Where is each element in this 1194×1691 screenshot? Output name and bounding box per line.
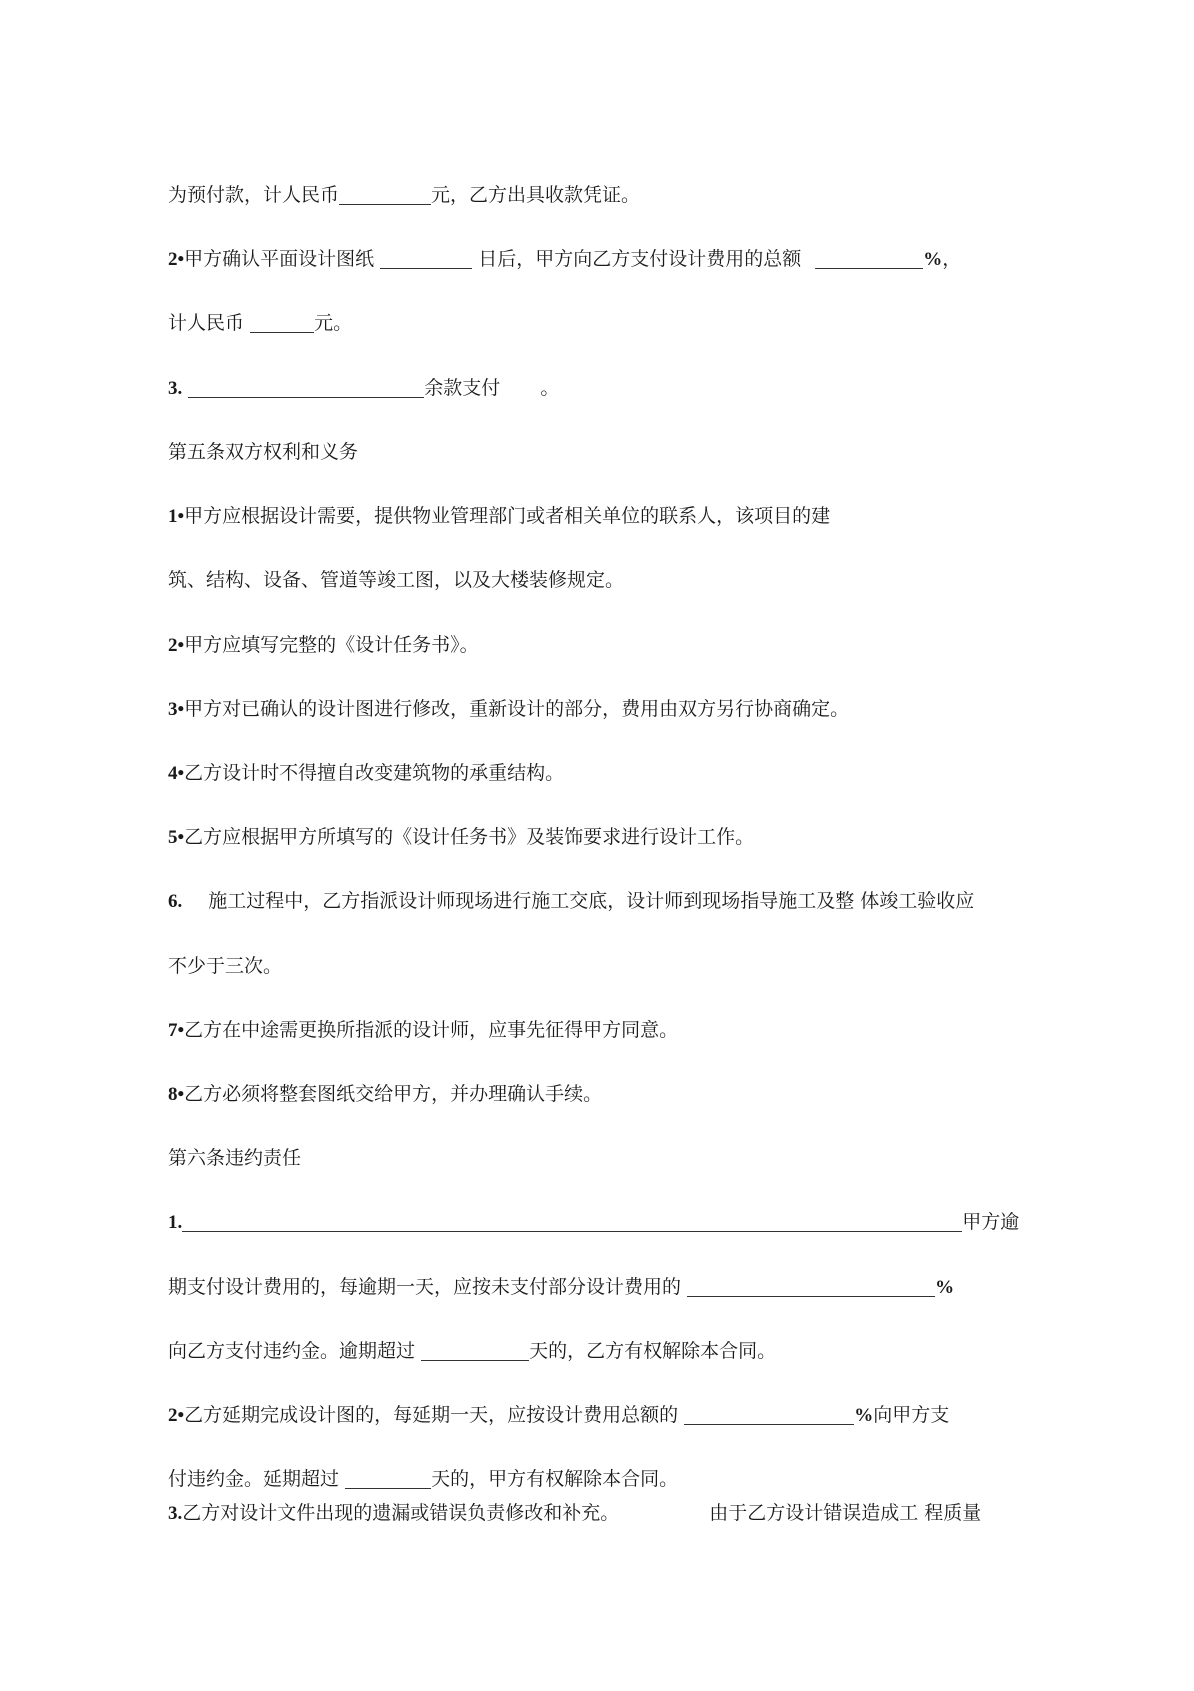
text-line: 3•甲方对已确认的设计图进行修改，重新设计的部分，费用由双方另行协商确定。 — [168, 698, 850, 720]
text-line: 计人民币 元。 — [168, 312, 353, 334]
text-line: 4•乙方设计时不得擅自改变建筑物的承重结构。 — [168, 762, 565, 784]
text-line: 付违约金。延期超过 天的，甲方有权解除本合同。 — [168, 1468, 679, 1490]
item-number: 8• — [168, 1084, 185, 1105]
item-number: 3. — [168, 1503, 183, 1524]
item-number: 7• — [168, 1020, 185, 1041]
blank-field[interactable] — [250, 312, 314, 333]
text-line: 不少于三次。 — [168, 955, 283, 977]
blank-field[interactable] — [339, 184, 431, 205]
text-line: 3. 余款支付 。 — [168, 377, 560, 399]
text-line: 1•甲方应根据设计需要，提供物业管理部门或者相关单位的联系人，该项目的建 — [168, 505, 831, 527]
section-heading: 第六条违约责任 — [168, 1147, 302, 1169]
item-number: 2• — [168, 249, 185, 270]
item-number: 6. — [168, 891, 183, 912]
blank-field[interactable] — [687, 1276, 935, 1297]
text-line: 8•乙方必须将整套图纸交给甲方，并办理确认手续。 — [168, 1083, 603, 1105]
section-heading: 第五条双方权利和义务 — [168, 441, 359, 463]
text-line: 向乙方支付违约金。逾期超过 天的，乙方有权解除本合同。 — [168, 1340, 777, 1362]
text-line: 7•乙方在中途需更换所指派的设计师，应事先征得甲方同意。 — [168, 1019, 679, 1041]
text-line: 3.乙方对设计文件出现的遗漏或错误负责修改和补充。 由于乙方设计错误造成工 程质量 — [168, 1502, 982, 1524]
text-line: 2•甲方应填写完整的《设计任务书》。 — [168, 634, 479, 656]
item-number: 3• — [168, 699, 185, 720]
text-line: 为预付款，计人民币 元，乙方出具收款凭证。 — [168, 184, 641, 206]
text-line: 2•甲方确认平面设计图纸 日后，甲方向乙方支付设计费用的总额 %， — [168, 248, 962, 270]
item-number: 1. — [168, 1212, 183, 1233]
item-number: 5• — [168, 827, 185, 848]
text-line: 筑、结构、设备、管道等竣工图，以及大楼装修规定。 — [168, 569, 625, 591]
blank-field[interactable] — [188, 377, 424, 398]
blank-field[interactable] — [815, 248, 923, 269]
text-line: 5•乙方应根据甲方所填写的《设计任务书》及装饰要求进行设计工作。 — [168, 826, 755, 848]
blank-field[interactable] — [345, 1468, 431, 1489]
item-number: 1• — [168, 506, 185, 527]
text-line: 6. 施工过程中，乙方指派设计师现场进行施工交底，设计师到现场指导施工及整 体竣工验收应 — [168, 890, 975, 912]
text-line: 期支付设计费用的，每逾期一天，应按未支付部分设计费用的 % — [168, 1276, 955, 1298]
item-number: 3. — [168, 378, 183, 399]
blank-field[interactable] — [182, 1211, 962, 1232]
text-line: 2•乙方延期完成设计图的，每延期一天，应按设计费用总额的 %向甲方支 — [168, 1404, 950, 1426]
text-line: 1. 甲方逾 — [168, 1211, 1020, 1233]
blank-field[interactable] — [684, 1404, 854, 1425]
item-number: 2• — [168, 1405, 185, 1426]
blank-field[interactable] — [380, 248, 472, 269]
item-number: 4• — [168, 763, 185, 784]
item-number: 2• — [168, 635, 185, 656]
blank-field[interactable] — [421, 1340, 529, 1361]
